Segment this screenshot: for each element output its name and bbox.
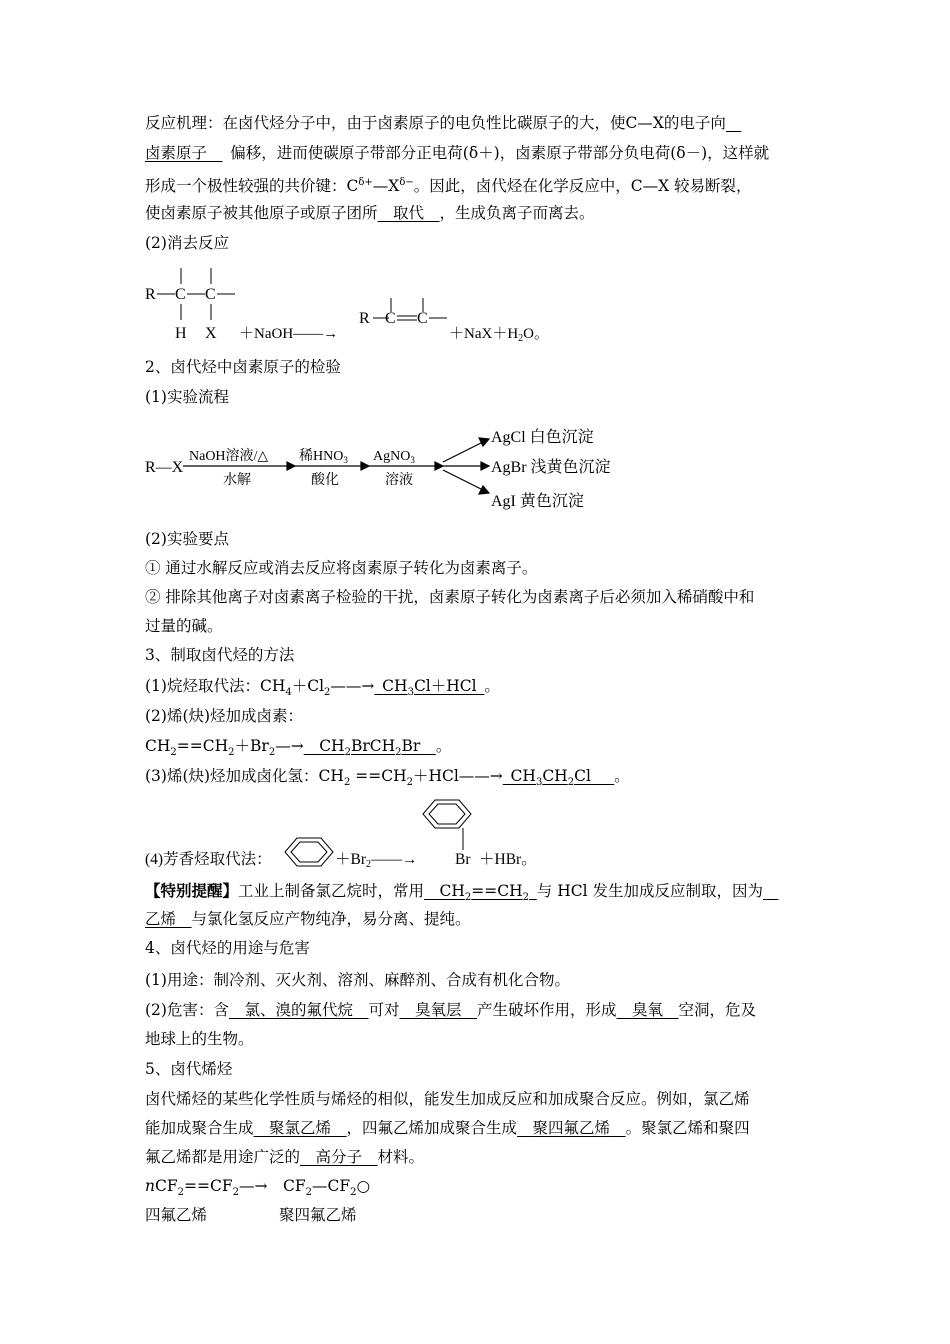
hydrogen: H xyxy=(175,325,187,342)
answer-ptfe: 聚四氟乙烯 xyxy=(532,1119,611,1137)
method-2-equation: $CH_2==CH_2+Br_2—\to$ $CH_2BrCH_2Br$ 。 xyxy=(145,737,452,759)
answer-ethylene: 乙烯 xyxy=(145,910,177,928)
answer-method-2: $CH_2BrCH_2Br$ xyxy=(319,737,421,759)
tip-line-1: 【特别提醒】工业上制备氯乙烷时，常用 $CH_2==CH_2$ 与 HCl 发生加成反应制取，因为 xyxy=(145,881,763,904)
step2-reagent: 稀$HNO_3$ xyxy=(299,449,348,465)
halogen: X xyxy=(205,325,217,342)
answer-fluoroalkane: 氯、溴的氟代烷 xyxy=(244,1001,353,1019)
answer-ethylene-formula: $CH_2==CH_2$ xyxy=(439,882,530,904)
bromine: Br xyxy=(455,851,471,868)
text: 偏移，进而使碳原子带部分正电荷(δ＋)，卤素原子带部分负电荷(δ－)，这样就 xyxy=(230,144,770,162)
step1-label: 水解 xyxy=(223,473,251,488)
label-ptfe: 聚四氟乙烯 xyxy=(279,1206,357,1224)
section-4-title: 4、卤代烃的用途与危害 xyxy=(145,939,310,957)
text: 反应机理：在卤代烃分子中，由于卤素原子的电负性比碳原子的大，使 xyxy=(145,114,626,132)
step3-reagent: AgNO$_3$ xyxy=(373,449,415,465)
carbon: C xyxy=(205,286,216,303)
answer-ozone-layer: 臭氧层 xyxy=(415,1001,462,1019)
answer-polymer: 高分子 xyxy=(315,1148,363,1166)
r-group: R xyxy=(145,286,156,303)
harm-line-1: (2)危害：含 氯、溴的氟代烷 可对 臭氧层 产生破坏作用，形成 臭氧 空洞，危及 xyxy=(145,1001,757,1019)
result-agcl: AgCl 白色沉淀 xyxy=(491,429,594,446)
harm-line-2: 地球上的生物。 xyxy=(145,1030,254,1048)
elimination-equation xyxy=(143,260,573,350)
text: 的电子向 xyxy=(663,114,726,132)
haloalkene-line-1: 卤代烯烃的某些化学性质与烯烃的相似，能发生加成反应和加成聚合反应。例如，氯乙烯 xyxy=(145,1090,750,1108)
answer-method-1: $CH_3Cl+HCl$ xyxy=(382,677,477,699)
point-1: ① 通过水解反应或消去反应将卤素原子转化为卤素离子。 xyxy=(145,559,538,577)
reagent: ＋NaOH——→ xyxy=(239,326,339,342)
elimination-title: (2)消去反应 xyxy=(145,234,229,252)
products: $+NaX+H_2O$。 xyxy=(449,326,549,344)
mechanism-line-3: 形成一个极性较强的共价键：$C^{\delta+}—X^{\delta-}$。因此，卤代烃在化学反应中，C—X 较易断裂， xyxy=(145,177,752,196)
method-4-product: ＋HBr。 xyxy=(479,851,537,868)
method-1: (1)烷烃取代法：$CH_4+Cl_2——\to$ $CH_3Cl+HCl$ 。 xyxy=(145,677,500,699)
step1-reagent: NaOH溶液/△ xyxy=(189,449,269,464)
haloalkene-line-3: 氟乙烯都是用途广泛的 高分子 材料。 xyxy=(145,1148,425,1166)
result-agi: AgI 黄色沉淀 xyxy=(491,493,584,510)
haloalkene-line-2: 能加成聚合生成 聚氯乙烯 ，四氟乙烯加成聚合生成 聚四氟乙烯 。聚氯乙烯和聚四 xyxy=(145,1119,750,1137)
carbon: C xyxy=(175,286,186,303)
blank xyxy=(726,114,742,132)
flow-title: (1)实验流程 xyxy=(145,388,229,406)
polymerization-equation: $nCF_2==CF_2—\to$ $CF_2—CF_2○$ xyxy=(145,1177,370,1199)
mechanism-line-1 xyxy=(145,112,741,134)
point-2: ② 排除其他离子对卤素离子检验的干扰，卤素原子转化为卤素离子后必须加入稀硝酸中和 xyxy=(145,588,755,606)
carbon: C xyxy=(385,310,396,327)
mechanism-line-4: 使卤素原子被其他原子或原子团所 取代 ，生成负离子而离去。 xyxy=(145,204,595,222)
section-3-title: 3、制取卤代烃的方法 xyxy=(145,646,295,664)
experiment-flow xyxy=(145,414,645,522)
mechanism-line-2 xyxy=(145,142,769,164)
section-2-title: 2、卤代烃中卤素原子的检验 xyxy=(145,358,341,376)
step3-label: 溶液 xyxy=(385,473,413,488)
use-line: (1)用途：制冷剂、灭火剂、溶剂、麻醉剂、合成有机化合物。 xyxy=(145,971,570,989)
point-2-cont: 过量的碱。 xyxy=(145,617,223,635)
answer-substitute: 取代 xyxy=(393,204,425,222)
answer-halogen-atom: 卤素原子 xyxy=(145,144,208,162)
method-2-title: (2)烯(炔)烃加成卤素： xyxy=(145,707,304,725)
answer-method-3: $CH_3CH_2Cl$ xyxy=(510,767,591,789)
answer-pvc: 聚氯乙烯 xyxy=(269,1119,332,1137)
answer-ozone: 臭氧 xyxy=(632,1001,664,1019)
result-agbr: AgBr 浅黄色沉淀 xyxy=(491,459,611,476)
method-3: (3)烯(炔)烃加成卤化氢：$CH_2$ $==CH_2+HCl——\to$ $CH_3CH_2Cl$ 。 xyxy=(145,767,630,789)
method-4-reagent: ＋Br2——→ xyxy=(335,851,418,870)
label-tetrafluoroethylene: 四氟乙烯 xyxy=(145,1206,208,1224)
tip-line-2: 乙烯 与氯化氢反应产物纯净，易分离、提纯。 xyxy=(145,910,471,928)
rx-label: R—X xyxy=(145,459,184,476)
carbon: C xyxy=(417,310,428,327)
points-title: (2)实验要点 xyxy=(145,530,229,548)
aromatic-substitution xyxy=(145,796,565,872)
section-5-title: 5、卤代烯烃 xyxy=(145,1060,233,1078)
method-4-title: (4)芳香烃取代法： xyxy=(145,851,272,868)
step2-label: 酸化 xyxy=(311,473,339,488)
text: C—X xyxy=(625,114,664,132)
r-group: R xyxy=(359,310,370,327)
